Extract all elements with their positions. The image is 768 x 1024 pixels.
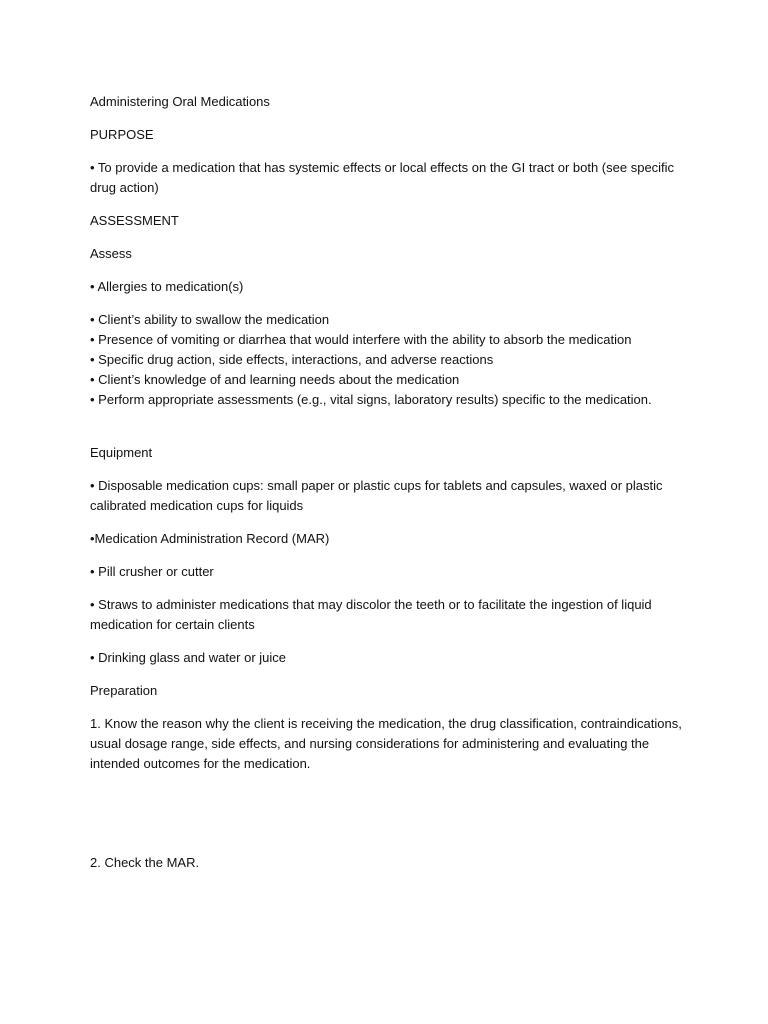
assess-item: • Allergies to medication(s) bbox=[90, 279, 244, 294]
document-title: Administering Oral Medications bbox=[90, 94, 270, 109]
spacer bbox=[90, 410, 690, 443]
equipment-item: •Medication Administration Record (MAR) bbox=[90, 531, 330, 546]
purpose-heading: PURPOSE bbox=[90, 127, 154, 142]
assess-label: Assess bbox=[90, 246, 132, 261]
assess-list-item: • Client’s ability to swallow the medication bbox=[90, 312, 330, 327]
assess-list-item: • Client’s knowledge of and learning needs about the medication bbox=[90, 372, 460, 387]
assess-list bbox=[90, 310, 690, 410]
preparation-step: 2. Check the MAR. bbox=[90, 855, 200, 870]
assessment-heading: ASSESSMENT bbox=[90, 213, 179, 228]
equipment-item: • Drinking glass and water or juice bbox=[90, 650, 287, 665]
equipment-item: • Pill crusher or cutter bbox=[90, 564, 214, 579]
equipment-item: • Straws to administer medications that may discolor the teeth or to facilitate the ingestion of liquid medication for certain clients bbox=[90, 597, 652, 632]
assess-list-item: • Specific drug action, side effects, interactions, and adverse reactions bbox=[90, 352, 494, 367]
equipment-heading: Equipment bbox=[90, 445, 153, 460]
purpose-item: • To provide a medication that has systemic effects or local effects on the GI tract or both (see specific drug action) bbox=[90, 160, 675, 195]
document-page bbox=[90, 92, 690, 886]
preparation-step: 1. Know the reason why the client is receiving the medication, the drug classification, contraindications, usual dosage range, side effects, and nursing considerations for administering and evaluating the intended outcomes for the medication. bbox=[90, 716, 682, 771]
spacer bbox=[90, 787, 690, 853]
assess-list-item: • Perform appropriate assessments (e.g., vital signs, laboratory results) specific to the medication. bbox=[90, 392, 652, 407]
assess-list-item: • Presence of vomiting or diarrhea that would interfere with the ability to absorb the medication bbox=[90, 332, 632, 347]
equipment-item: • Disposable medication cups: small paper or plastic cups for tablets and capsules, waxed or plastic calibrated medication cups for liquids bbox=[90, 478, 663, 513]
preparation-heading: Preparation bbox=[90, 683, 158, 698]
